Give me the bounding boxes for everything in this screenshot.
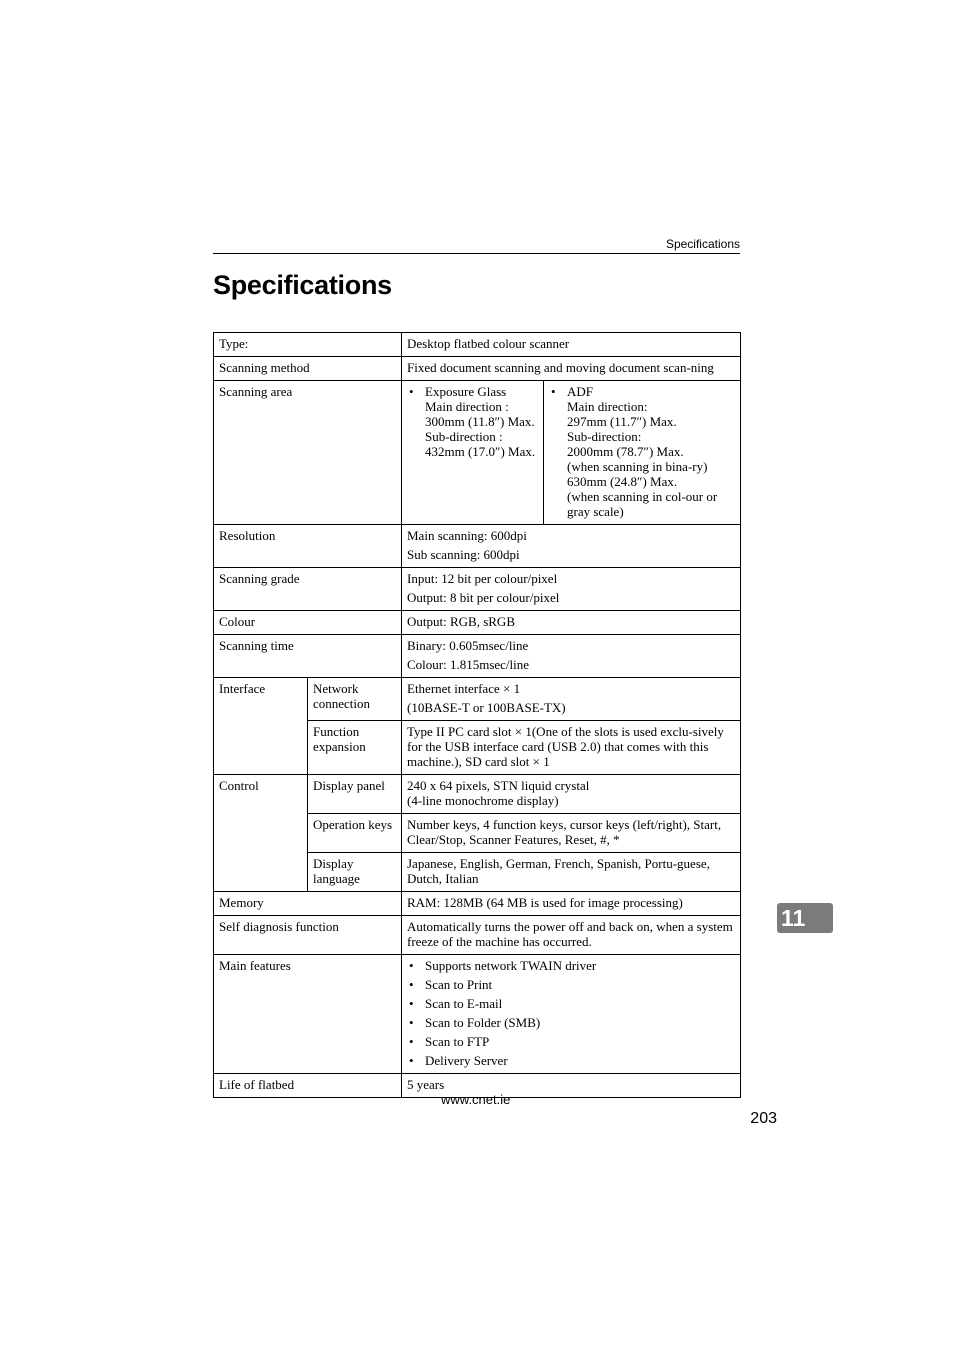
- value-line: Binary: 0.605msec/line: [407, 638, 529, 653]
- sub-label: Function expansion: [308, 721, 402, 775]
- row-label: Scanning method: [214, 357, 402, 381]
- value-line: Sub scanning: 600dpi: [407, 547, 520, 562]
- table-row-main-features: [214, 955, 741, 1074]
- row-label: Scanning time: [214, 635, 402, 678]
- table-row-scanning-grade: [214, 568, 741, 611]
- row-label: Scanning grade: [214, 568, 402, 611]
- sub-label: Operation keys: [308, 814, 402, 853]
- row-value: [402, 635, 741, 678]
- row-label: Interface: [214, 678, 308, 775]
- table-row-resolution: [214, 525, 741, 568]
- list-item: • Scan to Print: [407, 977, 735, 992]
- table-row-scanning-method: [214, 357, 741, 381]
- value-line: Main scanning: 600dpi: [407, 528, 527, 543]
- table-row-scanning-time: [214, 635, 741, 678]
- row-value: [402, 525, 741, 568]
- header-rule: [213, 253, 740, 254]
- table-row-control-display-panel: [214, 775, 741, 814]
- value-line: Input: 12 bit per colour/pixel: [407, 571, 558, 586]
- value-line: Colour: 1.815msec/line: [407, 657, 530, 672]
- row-label: Resolution: [214, 525, 402, 568]
- row-value: Output: RGB, sRGB: [402, 611, 741, 635]
- row-value: Type II PC card slot × 1(One of the slots is used exclu-sively for the USB interface card (USB 2.0) that comes with this machine.), SD card slot × 1: [402, 721, 741, 775]
- list-item: • Scan to FTP: [407, 1034, 735, 1049]
- row-label: Scanning area: [214, 381, 402, 525]
- sub-label: Display panel: [308, 775, 402, 814]
- table-row-scanning-area: [214, 381, 741, 525]
- row-value: [402, 568, 741, 611]
- row-value: Desktop flatbed colour scanner: [402, 333, 741, 357]
- table-row-type: [214, 333, 741, 357]
- scanning-area-adf-cell: [544, 381, 741, 525]
- row-value: Number keys, 4 function keys, cursor keys (left/right), Start, Clear/Stop, Scanner Features, Reset, #, *: [402, 814, 741, 853]
- row-value: 240 x 64 pixels, STN liquid crystal (4-line monochrome display): [402, 775, 741, 814]
- scanning-area-glass-cell: [402, 381, 544, 525]
- sub-label: Network connection: [308, 678, 402, 721]
- watermark: www.cnet.ie: [441, 1092, 511, 1107]
- running-header: Specifications: [665, 237, 740, 251]
- table-row-colour: [214, 611, 741, 635]
- list-item: • Delivery Server: [407, 1053, 735, 1068]
- feature-list: [407, 958, 735, 1068]
- row-label: Control: [214, 775, 308, 892]
- row-value: [402, 955, 741, 1074]
- row-value: Automatically turns the power off and back on, when a system freeze of the machine has occurred.: [402, 916, 741, 955]
- list-item: • ADF Main direction: 297mm (11.7″) Max. Sub-direction: 2000mm (78.7″) Max. (when scanning in bina-ry) 630mm (24.8″) Max. (when scanning in col-our or gray scale): [549, 384, 735, 519]
- row-value: RAM: 128MB (64 MB is used for image processing): [402, 892, 741, 916]
- table-row-interface-network: [214, 678, 741, 721]
- page-title: Specifications: [213, 270, 392, 300]
- list-item: • Scan to E-mail: [407, 996, 735, 1011]
- row-value: Fixed document scanning and moving document scan-ning: [402, 357, 741, 381]
- row-label: Main features: [214, 955, 402, 1074]
- value-line: (10BASE-T or 100BASE-TX): [407, 700, 566, 715]
- row-value: 5 years: [402, 1074, 741, 1098]
- row-label: Colour: [214, 611, 402, 635]
- row-value: Japanese, English, German, French, Spanish, Portu-guese, Dutch, Italian: [402, 853, 741, 892]
- row-label: Self diagnosis function: [214, 916, 402, 955]
- list-item: • Exposure Glass Main direction : 300mm (11.8″) Max. Sub-direction : 432mm (17.0″) Max.: [407, 384, 538, 459]
- row-value: [402, 678, 741, 721]
- row-label: Life of flatbed: [214, 1074, 402, 1098]
- value-line: Output: 8 bit per colour/pixel: [407, 590, 560, 605]
- sub-label: Display language: [308, 853, 402, 892]
- specifications-table: [213, 332, 741, 1098]
- page-number: 203: [750, 1110, 777, 1127]
- row-label: Type:: [214, 333, 402, 357]
- value-line: Ethernet interface × 1: [407, 681, 521, 696]
- row-label: Memory: [214, 892, 402, 916]
- list-item: • Supports network TWAIN driver: [407, 958, 735, 973]
- chapter-tab: 11: [777, 903, 833, 933]
- table-row-self-diagnosis: [214, 916, 741, 955]
- list-item: • Scan to Folder (SMB): [407, 1015, 735, 1030]
- table-row-memory: [214, 892, 741, 916]
